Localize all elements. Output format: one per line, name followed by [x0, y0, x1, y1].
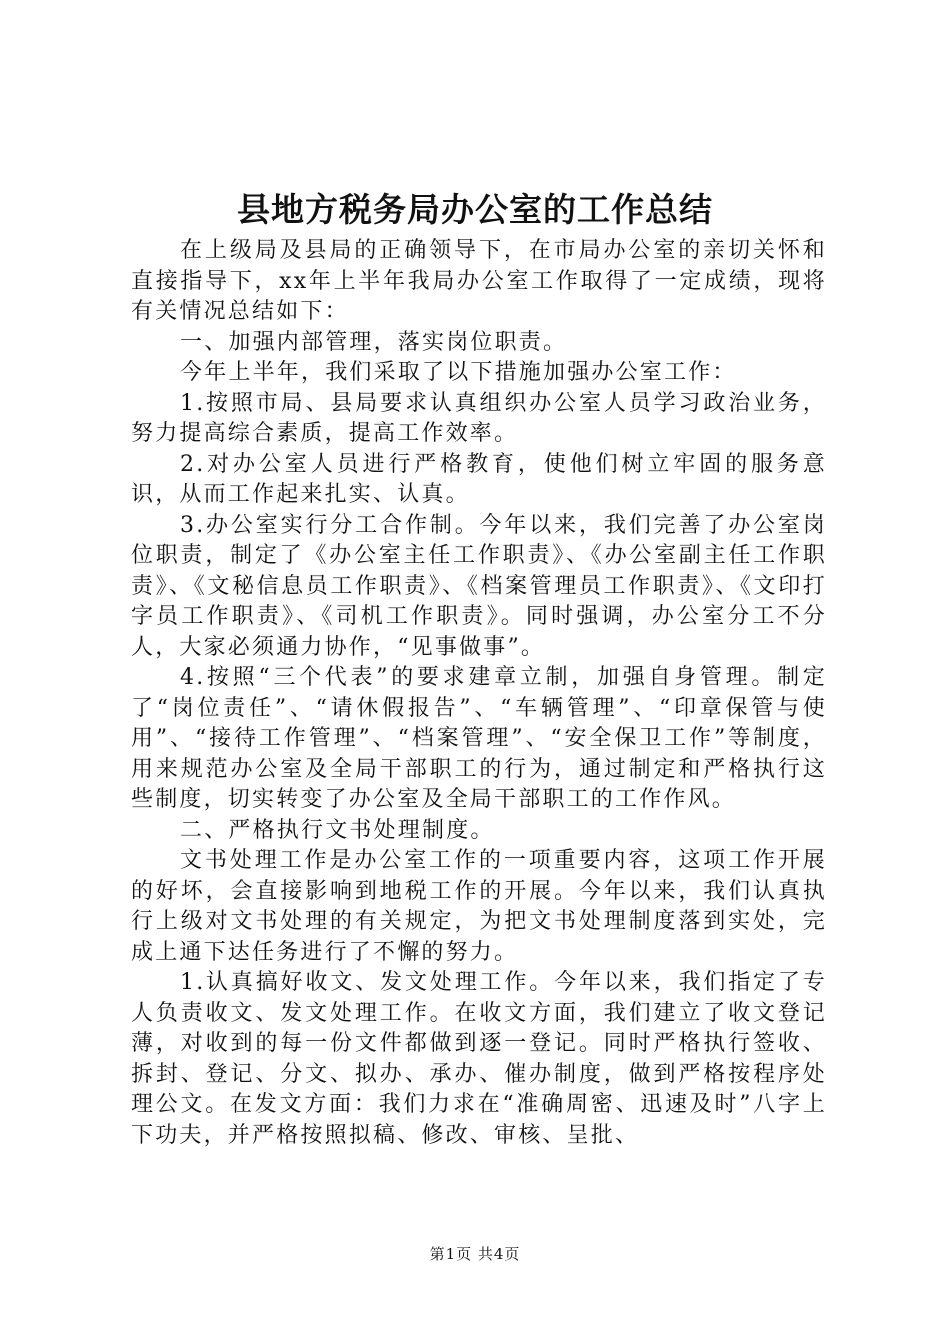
document-body [131, 236, 827, 1151]
paragraph-item-1: 1.按照市局、县局要求认真组织办公室人员学习政治业务，努力提高综合素质，提高工作效率。 [131, 390, 827, 446]
paragraph-item-5: 1.认真搞好收文、发文处理工作。今年以来，我们指定了专人负责收文、发文处理工作。在收文方面，我们建立了收文登记薄，对收到的每一份文件都做到逐一登记。同时严格执行签收、拆封、登记、分文、拟办、承办、催办制度，做到严格按程序处理公文。在发文方面：我们力求在“准确周密、迅速及时”八字上下功夫，并严格按照拟稿、修改、审核、呈批、 [131, 970, 827, 1148]
section-heading-1: 一、加强内部管理，落实岗位职责。 [180, 329, 568, 355]
paragraph-item-2: 2.对办公室人员进行严格教育，使他们树立牢固的服务意识，从而工作起来扎实、认真。 [131, 451, 827, 507]
page-number-footer: 第1页 共4页 [429, 1245, 521, 1263]
paragraph-intro: 在上级局及县局的正确领导下，在市局办公室的亲切关怀和直接指导下，xx年上半年我局办公室工作取得了一定成绩，现将有关情况总结如下： [131, 238, 827, 324]
paragraph-item-3: 3.办公室实行分工合作制。今年以来，我们完善了办公室岗位职责，制定了《办公室主任工作职责》、《办公室副主任工作职责》、《文秘信息员工作职责》、《档案管理员工作职责》、《文印打字员工作职责》、《司机工作职责》。同时强调，办公室分工不分人，大家必须通力协作，“见事做事”。 [131, 512, 827, 660]
paragraph-document-handling: 文书处理工作是办公室工作的一项重要内容，这项工作开展的好坏，会直接影响到地税工作的开展。今年以来，我们认真执行上级对文书处理的有关规定，为把文书处理制度落到实处，完成上通下达任务进行了不懈的努力。 [131, 848, 827, 965]
paragraph-measures-intro: 今年上半年，我们采取了以下措施加强办公室工作： [180, 360, 737, 385]
section-heading-2: 二、严格执行文书处理制度。 [180, 817, 495, 843]
paragraph-item-4: 4.按照“三个代表”的要求建章立制，加强自身管理。制定了“岗位责任”、“请休假报告”、“车辆管理”、“印章保管与使用”、“接待工作管理”、“档案管理”、“安全保卫工作”等制度，用来规范办公室及全局干部职工的行为，通过制定和严格执行这些制度，切实转变了办公室及全局干部职工的工作作风。 [131, 665, 827, 812]
document-title: 县地方税务局办公室的工作总结 [237, 190, 713, 229]
